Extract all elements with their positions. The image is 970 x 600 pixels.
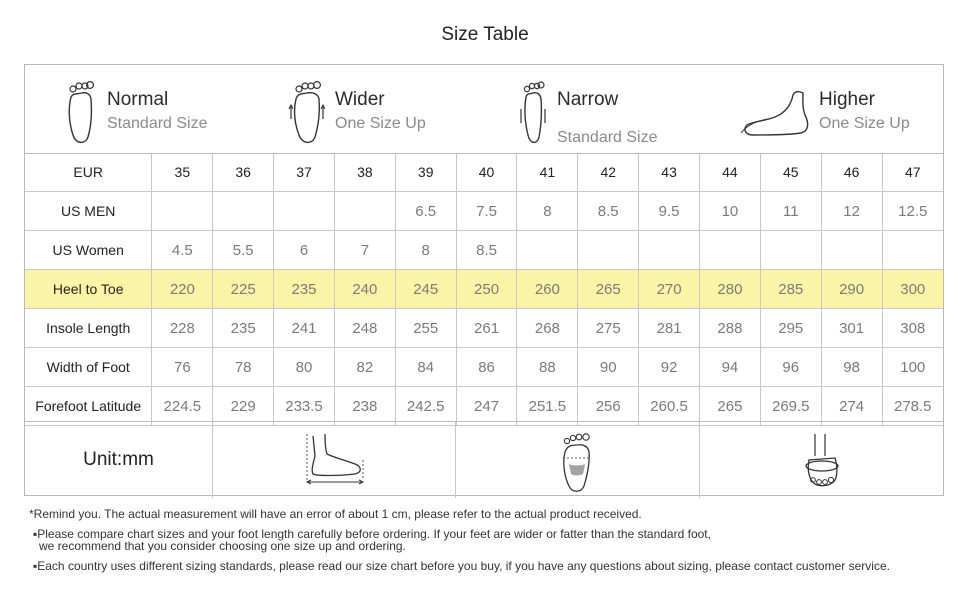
table-cell: 41 (517, 153, 578, 192)
table-cell: 38 (334, 153, 395, 192)
table-cell: 6 (274, 231, 335, 270)
table-cell: 260.5 (639, 387, 700, 426)
table-cell (882, 231, 943, 270)
narrow-foot-icon (517, 79, 549, 147)
table-cell: 90 (578, 348, 639, 387)
table-cell: 96 (760, 348, 821, 387)
note-standards: ▪Each country uses different sizing standards, please read our size chart before you buy, if you have any questions about sizing, please contact customer service. (33, 559, 890, 573)
table-cell: 268 (517, 309, 578, 348)
note-compare: ▪Please compare chart sizes and your foot length carefully before ordering. If your feet are wider or fatter than the standard foot, (33, 527, 711, 541)
table-cell: 37 (274, 153, 335, 192)
normal-foot-icon (65, 79, 97, 147)
table-cell: 12 (821, 192, 882, 231)
table-cell: 229 (213, 387, 274, 426)
table-cell: 251.5 (517, 387, 578, 426)
table-cell: 265 (578, 270, 639, 309)
table-cell: 76 (152, 348, 213, 387)
foot-width-sole-icon (557, 430, 597, 494)
table-row (25, 309, 943, 348)
table-cell: 7 (334, 231, 395, 270)
foot-length-side-icon (299, 430, 369, 488)
row-label: US Women (25, 231, 152, 270)
table-cell: 261 (456, 309, 517, 348)
table-row (25, 387, 943, 426)
table-cell: 35 (152, 153, 213, 192)
row-label: US MEN (25, 192, 152, 231)
measure-cell-forefoot (699, 422, 943, 498)
table-cell: 8 (395, 231, 456, 270)
table-cell: 9.5 (639, 192, 700, 231)
unit-label: Unit:mm (25, 422, 213, 498)
table-cell: 270 (639, 270, 700, 309)
table-cell: 285 (760, 270, 821, 309)
table-cell: 288 (700, 309, 761, 348)
table-cell (821, 231, 882, 270)
table-cell: 247 (456, 387, 517, 426)
table-cell: 224.5 (152, 387, 213, 426)
table-cell: 94 (700, 348, 761, 387)
row-label: Insole Length (25, 309, 152, 348)
foot-type-sub: Standard Size (107, 115, 208, 132)
table-cell: 7.5 (456, 192, 517, 231)
table-cell: 275 (578, 309, 639, 348)
table-cell: 42 (578, 153, 639, 192)
table-cell (334, 192, 395, 231)
table-cell: 100 (882, 348, 943, 387)
high-arch-foot-icon (739, 75, 811, 143)
row-label: EUR (25, 153, 152, 192)
table-cell: 225 (213, 270, 274, 309)
table-row (25, 231, 943, 270)
table-cell: 43 (639, 153, 700, 192)
foot-type-sub: Standard Size (557, 129, 658, 146)
table-cell (760, 231, 821, 270)
table-cell: 295 (760, 309, 821, 348)
table-cell: 5.5 (213, 231, 274, 270)
table-cell: 245 (395, 270, 456, 309)
measure-cell-width (455, 422, 700, 498)
table-cell: 235 (274, 270, 335, 309)
table-cell: 78 (213, 348, 274, 387)
table-cell: 248 (334, 309, 395, 348)
table-cell: 235 (213, 309, 274, 348)
table-cell: 233.5 (274, 387, 335, 426)
table-cell: 10 (700, 192, 761, 231)
table-cell (578, 231, 639, 270)
row-label: Forefoot Latitude (25, 387, 152, 426)
table-cell: 278.5 (882, 387, 943, 426)
note-compare-cont: we recommend that you consider choosing one size up and ordering. (39, 539, 406, 553)
table-cell: 238 (334, 387, 395, 426)
size-table-frame (24, 64, 944, 496)
table-cell: 8 (517, 192, 578, 231)
table-cell: 228 (152, 309, 213, 348)
table-cell: 308 (882, 309, 943, 348)
table-cell: 12.5 (882, 192, 943, 231)
table-cell: 300 (882, 270, 943, 309)
table-cell: 4.5 (152, 231, 213, 270)
foot-type-name: Wider (335, 89, 385, 110)
table-cell: 265 (700, 387, 761, 426)
table-cell: 84 (395, 348, 456, 387)
table-cell (517, 231, 578, 270)
table-row (25, 153, 943, 192)
table-cell: 290 (821, 270, 882, 309)
table-cell: 40 (456, 153, 517, 192)
table-cell: 45 (760, 153, 821, 192)
table-cell: 82 (334, 348, 395, 387)
foot-type-name: Normal (107, 89, 169, 110)
table-cell: 242.5 (395, 387, 456, 426)
table-cell: 92 (639, 348, 700, 387)
table-row (25, 192, 943, 231)
table-cell: 220 (152, 270, 213, 309)
table-row (25, 270, 943, 309)
page-title: Size Table (441, 24, 529, 45)
table-cell: 280 (700, 270, 761, 309)
table-cell: 44 (700, 153, 761, 192)
table-cell: 98 (821, 348, 882, 387)
table-cell (152, 192, 213, 231)
foot-type-sub: One Size Up (819, 115, 910, 132)
foot-types-row (25, 65, 943, 154)
table-cell: 8.5 (456, 231, 517, 270)
foot-type-sub: One Size Up (335, 115, 426, 132)
foot-type-name: Higher (819, 89, 875, 110)
row-label: Heel to Toe (25, 270, 152, 309)
table-cell: 250 (456, 270, 517, 309)
table-cell: 255 (395, 309, 456, 348)
table-cell: 47 (882, 153, 943, 192)
table-cell: 241 (274, 309, 335, 348)
size-table (25, 153, 943, 426)
table-cell: 11 (760, 192, 821, 231)
table-cell: 274 (821, 387, 882, 426)
wide-foot-icon (287, 79, 327, 147)
table-cell (274, 192, 335, 231)
table-cell (213, 192, 274, 231)
table-cell: 269.5 (760, 387, 821, 426)
table-cell: 86 (456, 348, 517, 387)
table-cell: 260 (517, 270, 578, 309)
table-cell: 6.5 (395, 192, 456, 231)
table-cell: 80 (274, 348, 335, 387)
table-cell (700, 231, 761, 270)
table-cell (639, 231, 700, 270)
table-cell: 240 (334, 270, 395, 309)
table-cell: 281 (639, 309, 700, 348)
measure-cell-length (212, 422, 456, 498)
table-cell: 301 (821, 309, 882, 348)
note-remind: *Remind you. The actual measurement will have an error of about 1 cm, please refer to the actual product received. (29, 507, 642, 521)
table-cell: 88 (517, 348, 578, 387)
row-label: Width of Foot (25, 348, 152, 387)
foot-type-name: Narrow (557, 89, 619, 110)
table-cell: 8.5 (578, 192, 639, 231)
forefoot-circumference-icon (801, 430, 841, 490)
table-row (25, 348, 943, 387)
table-cell: 36 (213, 153, 274, 192)
table-cell: 256 (578, 387, 639, 426)
table-cell: 46 (821, 153, 882, 192)
table-cell: 39 (395, 153, 456, 192)
unit-row (25, 421, 943, 498)
